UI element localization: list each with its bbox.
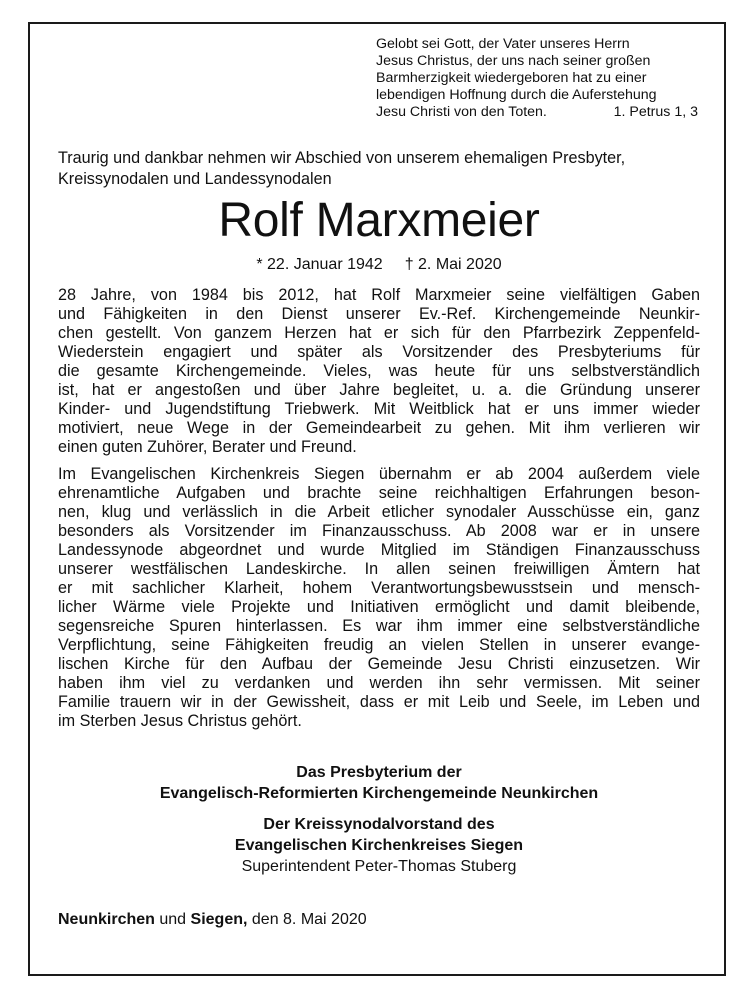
place-siegen: Siegen,: [190, 911, 248, 928]
signature-line: Der Kreissynodalvorstand des: [263, 816, 495, 833]
text-line: im Sterben Jesus Christus gehört.: [58, 712, 302, 730]
text-line: Wiederstein engagiert und später als Vorsitzender des Presbyteriums für: [58, 343, 700, 361]
verse-line: Jesus Christus, der uns nach seiner großen: [376, 53, 651, 69]
text-line: Verpflichtung, seine Fähigkeiten freudig an vielen Stellen in unserer evange-: [58, 636, 700, 654]
obituary-notice: [58, 38, 700, 930]
signature-line: Evangelischen Kirchenkreises Siegen: [234, 837, 524, 854]
text-line: und Fähigkeiten in den Dienst unserer Ev.-Ref. Kirchengemeinde Neunkir-: [58, 305, 700, 323]
verse-line: Barmherzigkeit wiedergeboren hat zu einer: [376, 70, 647, 86]
text-line: einen guten Zuhörer, Berater und Freund.: [58, 438, 357, 456]
signature-kreissynodalvorstand: [58, 814, 700, 877]
text-line: ehrenamtliche Aufgaben und brachte seine reichhaltigen Erfahrungen beson-: [58, 484, 700, 502]
text-line: 28 Jahre, von 1984 bis 2012, hat Rolf Marxmeier seine vielfältigen Gaben: [58, 286, 700, 304]
verse-line: Gelobt sei Gott, der Vater unseres Herrn: [376, 36, 630, 52]
text-line: nen, klug und verlässlich in die Arbeit etlicher synodaler Ausschüsse ein, ganz: [58, 503, 700, 521]
bible-verse: [376, 36, 698, 121]
intro-text: [58, 148, 700, 190]
superintendent-name: Superintendent Peter-Thomas Stuberg: [241, 858, 517, 875]
birth-date: * 22. Januar 1942: [256, 256, 383, 273]
verse-last-line: [376, 104, 698, 121]
text-line: die gesamte Kirchengemeinde. Vieles, was heute für uns selbstverständlich: [58, 362, 700, 380]
text-line: Landessynode abgeordnet und wurde Mitglied im Ständigen Finanzausschuss: [58, 541, 700, 559]
text-line: Familie trauern wir in der Gewissheit, dass er mit Leib und Seele, im Leben und: [58, 693, 700, 711]
tribute-text: [58, 286, 700, 731]
text-line: Im Evangelischen Kirchenkreis Siegen übernahm er ab 2004 außerdem viele: [58, 465, 700, 483]
life-dates: [58, 255, 700, 275]
text-line: unserer westfälischen Landeskirche. In allen seinen freiwilligen Ämtern hat: [58, 560, 700, 578]
notice-date: den 8. Mai 2020: [251, 911, 367, 928]
tribute-paragraph-2: [58, 465, 700, 731]
signature-line: Das Presbyterium der: [296, 764, 462, 781]
deceased-name: Rolf Marxmeier: [218, 194, 540, 247]
verse-reference: 1. Petrus 1, 3: [613, 104, 698, 120]
intro-line: Traurig und dankbar nehmen wir Abschied von unserem ehemaligen Presbyter,: [58, 149, 626, 167]
place-neunkirchen: Neunkirchen: [58, 911, 155, 928]
intro-line: Kreissynodalen und Landessynodalen: [58, 170, 332, 188]
verse-line: Jesu Christi von den Toten.: [376, 104, 547, 120]
text-line: segensreiche Spuren hinterlassen. Es war ihm immer eine selbstverständliche: [58, 617, 700, 635]
text-line: er mit sachlicher Klarheit, hohem Verantwortungsbewusstsein und mensch-: [58, 579, 700, 597]
place-and-date: [58, 910, 700, 930]
tribute-paragraph-1: [58, 286, 700, 457]
signature-presbyterium: [58, 762, 700, 804]
verse-line: lebendigen Hoffnung durch die Auferstehung: [376, 87, 657, 103]
text-line: ist, hat er angestoßen und über Jahre begleitet, u. a. die Gründung unserer: [58, 381, 700, 399]
death-date: † 2. Mai 2020: [404, 256, 502, 273]
place-conjunction: und: [159, 911, 187, 928]
text-line: haben ihm viel zu verdanken und werden ihn sehr vermissen. Mit seiner: [58, 674, 700, 692]
text-line: besonders als Vorsitzender im Finanzausschuss. Ab 2008 war er in unsere: [58, 522, 700, 540]
text-line: lischen Kirche für den Aufbau der Gemeinde Jesu Christi einzusetzen. Wir: [58, 655, 700, 673]
text-line: licher Wärme viele Projekte und Initiativen ermöglicht und damit bleibende,: [58, 598, 700, 616]
text-line: Kinder- und Jugendstiftung Triebwerk. Mit Weitblick hat er uns immer wieder: [58, 400, 700, 418]
text-line: motiviert, neue Wege in der Gemeindearbeit zu gehen. Mit ihm verlieren wir: [58, 419, 700, 437]
text-line: chen gestellt. Von ganzem Herzen hat er sich für den Pfarrbezirk Zeppenfeld-: [58, 324, 700, 342]
signature-line: Evangelisch-Reformierten Kirchengemeinde Neunkirchen: [159, 785, 599, 802]
